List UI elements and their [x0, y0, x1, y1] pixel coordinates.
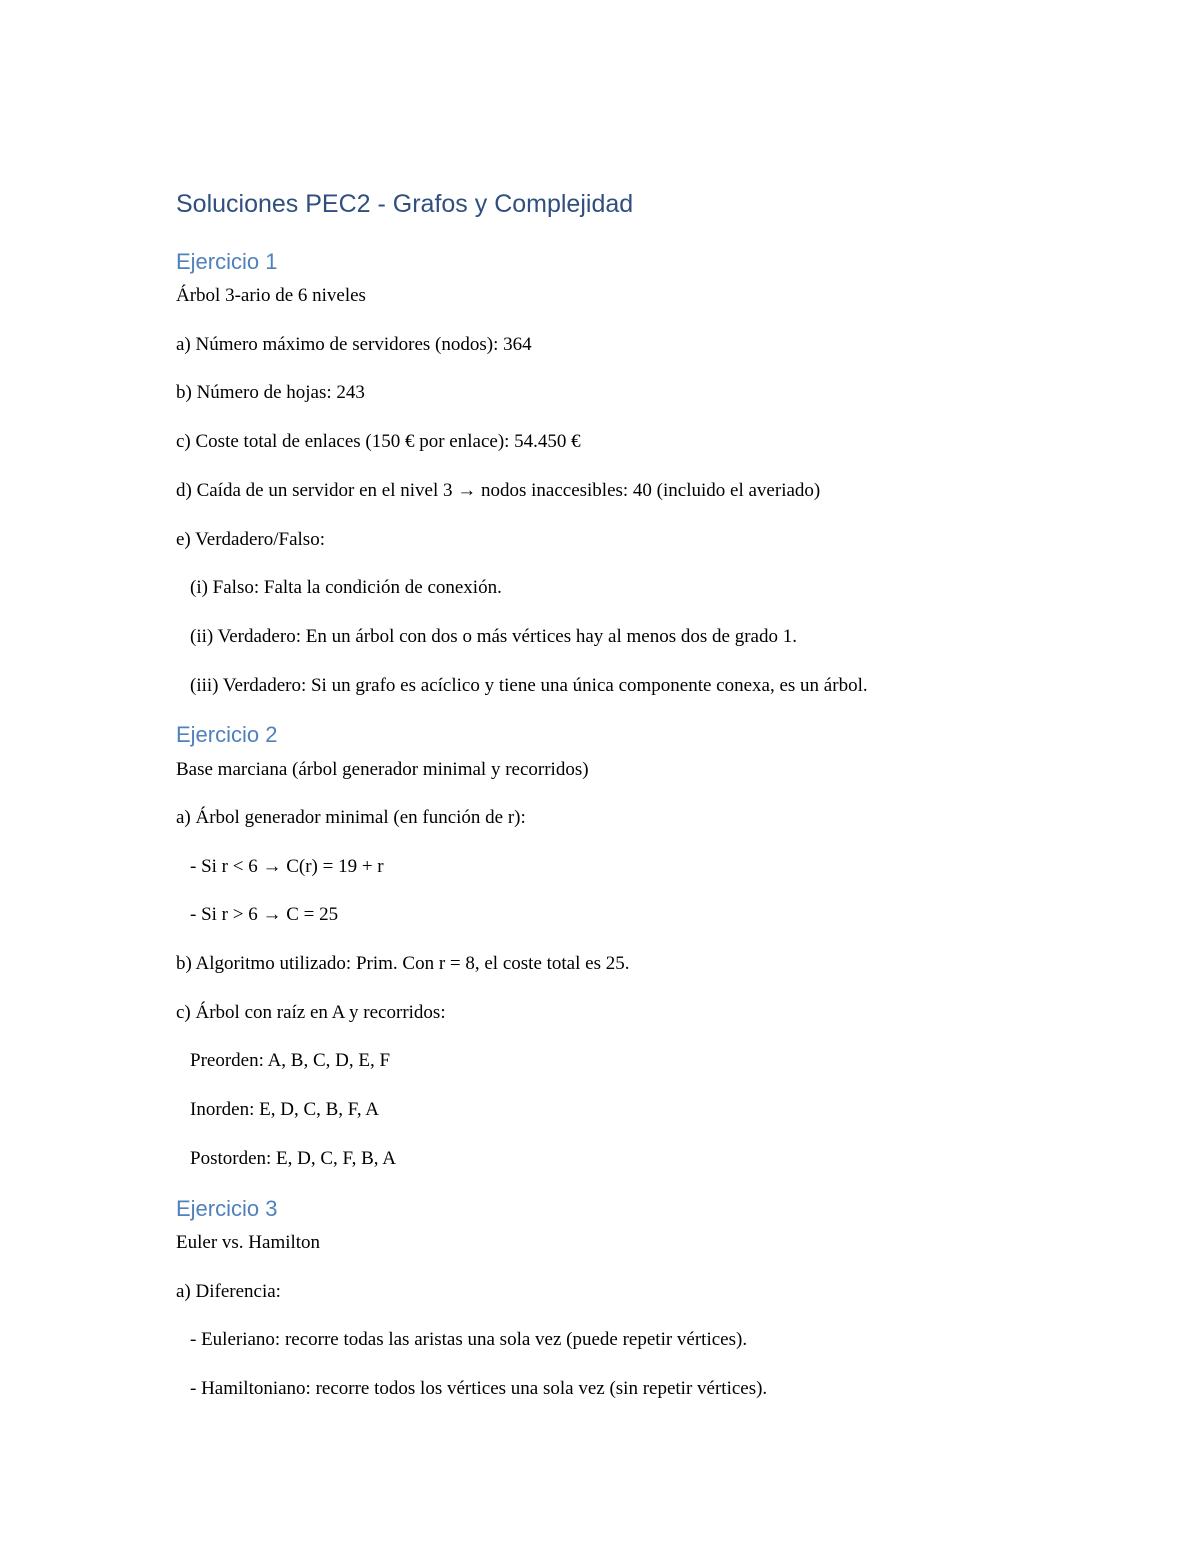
- exercise-1-item-e-i: (i) Falso: Falta la condición de conexión.: [190, 577, 502, 598]
- exercise-1-item-e: e) Verdadero/Falso:: [176, 529, 325, 550]
- exercise-1-item-d: d) Caída de un servidor en el nivel 3 → nodos inaccesibles: 40 (incluido el averiado): [176, 480, 821, 501]
- exercise-2-postorder: Postorden: E, D, C, F, B, A: [190, 1148, 396, 1169]
- exercise-2-subtitle: Base marciana (árbol generador minimal y recorridos): [176, 759, 589, 780]
- exercise-1-item-c: c) Coste total de enlaces (150 € por enlace): 54.450 €: [176, 431, 581, 452]
- exercise-1-item-b: b) Número de hojas: 243: [176, 382, 365, 403]
- exercise-1-heading: Ejercicio 1: [176, 249, 278, 274]
- exercise-1-item-a: a) Número máximo de servidores (nodos): 364: [176, 334, 532, 355]
- exercise-1-item-e-ii: (ii) Verdadero: En un árbol con dos o más vértices hay al menos dos de grado 1.: [190, 626, 797, 647]
- exercise-2-heading: Ejercicio 2: [176, 722, 278, 747]
- exercise-2-preorder: Preorden: A, B, C, D, E, F: [190, 1050, 391, 1071]
- exercise-2-item-c: c) Árbol con raíz en A y recorridos:: [176, 1002, 446, 1023]
- exercise-3-heading: Ejercicio 3: [176, 1196, 278, 1221]
- exercise-1-item-e-iii: (iii) Verdadero: Si un grafo es acíclico y tiene una única componente conexa, es un árbol.: [190, 675, 868, 696]
- exercise-3-hamiltonian: - Hamiltoniano: recorre todos los vértices una sola vez (sin repetir vértices).: [190, 1378, 768, 1399]
- exercise-2-item-a: a) Árbol generador minimal (en función de r):: [176, 807, 526, 828]
- document-title: Soluciones PEC2 - Grafos y Complejidad: [176, 190, 634, 218]
- exercise-2-item-a-case-1: - Si r < 6 → C(r) = 19 + r: [190, 856, 384, 877]
- exercise-2-item-b: b) Algoritmo utilizado: Prim. Con r = 8, el coste total es 25.: [176, 953, 630, 974]
- exercise-3-item-a: a) Diferencia:: [176, 1281, 281, 1302]
- exercise-2-item-a-case-2: - Si r > 6 → C = 25: [190, 904, 339, 925]
- exercise-3-subtitle: Euler vs. Hamilton: [176, 1232, 321, 1253]
- exercise-1-subtitle: Árbol 3-ario de 6 niveles: [176, 285, 366, 306]
- exercise-2-inorder: Inorden: E, D, C, B, F, A: [190, 1099, 380, 1120]
- exercise-3-eulerian: - Euleriano: recorre todas las aristas una sola vez (puede repetir vértices).: [190, 1329, 748, 1350]
